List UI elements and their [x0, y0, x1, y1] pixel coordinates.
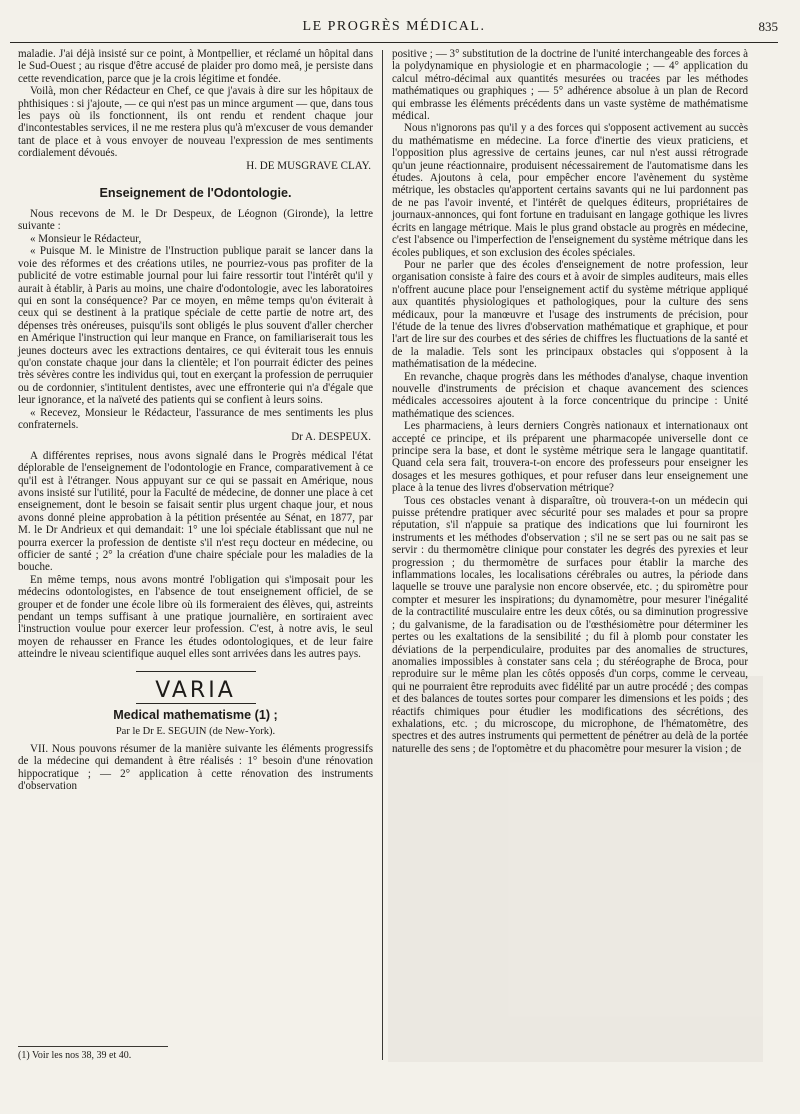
paragraph: Nous n'ignorons pas qu'il y a des forces qui s'opposent activement au succès du mathématisme en médecine. La force d'inertie des vieux praticiens, et l'opposition plus agressive de certains jeunes, car nul n'est aussi rétrograde qu'un jeune réactionnaire, produisent nécessairement de l'automatisme dans les études. Ajoutons à cela, pour empêcher encore l'avènement du système métrique, les obstacles qu'apportent certains savants qui ne lui pardonnent pas de ne pas l'avoir inventé, et l'intérêt de quelques éditeurs, propriétaires de journaux-annonces, qui font fortune en traduisant en langage gothique les livres écrits en langage métrique. Mais le plus grand obstacle au progrès en médecine, c'est l'absence ou l'imperfection de l'enseignement du système métrique dans les écoles publiques, et son exclusion des écoles spéciales.	[392, 122, 748, 259]
byline: Par le Dr E. SEGUIN (de New-York).	[115, 725, 276, 737]
signature: Dr A. DESPEUX.	[291, 431, 371, 444]
section-heading-varia: VARIA	[155, 677, 236, 703]
paragraph: A différentes reprises, nous avons signalé dans le Progrès médical l'état déplorable de l'enseignement de l'odontologie en France, comparativement à ce qu'il est à l'étranger. Nous appuyant sur ce qui se passait en Amérique, nous avons insisté sur l'utilité, pour la Faculté de médecine, de donner une place à cet enseignement, dont le besoin se faisait sentir plus urgent chaque jour, et nous avons donné pleine approbation à la pétition présentée au Sénat, en 1877, par M. le Dr Andrieux et qui demandait: 1° une loi spéciale établissant que nul ne pourra exercer la profession de dentiste s'il n'est reçu docteur en médecine, ou officier de santé ; 2° la création d'une chaire spéciale pour les maladies de la bouche.	[18, 449, 373, 574]
paragraph: En même temps, nous avons montré l'obligation qui s'imposait pour les médecins odontologistes, en l'absence de tout enseignement officiel, de se grouper et de fonder une école libre où ils formeraient des élèves, qui, astreints pendant un temps suffisant à une pratique journalière, en sortiraient avec l'instruction voulue pour exercer leur profession. C'est, à notre avis, le seul moyen de rehausser en France les études odontologiques, et de leur faire atteindre le niveau scientifique auquel elles sont arrivées dans les autres pays.	[18, 573, 373, 661]
paragraph: positive ; — 3° substitution de la doctrine de l'unité interchangeable des forces à la polydynamique en physiologie et en pharmacologie ; — 4° application du calcul métro-décimal aux quantités mesurées ou tracées par les méthodes mathématiques ou graphiques ; — 5° adhérence absolue à un plan de Record qui embrasse les éléments précédents dans un vaste système de mathématisme médical.	[392, 48, 748, 123]
paragraph: En revanche, chaque progrès dans les méthodes d'analyse, chaque invention nouvelle d'instruments de précision et chaque avancement des sciences médicales accessoires ajoutent à la force concentrique du principe : Unité mathématique des sciences.	[392, 370, 748, 420]
paragraph: Tous ces obstacles venant à disparaître, où trouvera-t-on un médecin qui puisse prétendre pratiquer avec sécurité pour ses malades et pour sa propre réputation, s'il n'appuie sa pratique des indications que lui fourniront les instruments et les méthodes d'observation ; s'il ne se sert pas ou ne sait pas se servir : du thermomètre clinique pour constater les degrés des pyrexies et leur progression ; du thermomètre de surfaces pour établir la marche des inflammations locales, les localisations cérébrales ou autres, la période dans laquelle se trouve une paralysie non encore observée, etc. ; du spiromètre pour compter et mesurer les inspirations; du dynamomètre, pour mesurer l'inégalité de la contractilité musculaire entre les deux côtés, ou sa diminution progressive ; du galvanisme, de la faradisation ou de l'œsthésiomètre pour déterminer les pertes ou les exaltations de la sensibilité ; du fil à plomb pour constater les déviations de la perpendiculaire, produites par des anomalies de structures, anomalies impossibles à constater sans cela ; du stéréographe de Broca, pour reproduire sur le même plan les côtés opposés d'un corps, comme le cerveau, qui ne pourraient être reproduits avec fidélité par un autre procédé ; des compas et des balances de toutes sortes pour comparer les dimensions et les poids ; des réactifs chimiques pour étudier les modifications des sécrétions, des exhalations, etc. ; du microscope, du microphone, de l'hématomètre, des spectres et des autres instruments qui permettent de pénétrer au delà de la portée naturelle des sens ; de l'optomètre et du phacomètre pour mesurer la vision ; de	[392, 494, 748, 755]
journal-title: LE PROGRÈS MÉDICAL.	[302, 19, 486, 34]
left-column	[18, 48, 373, 792]
paragraph: Pour ne parler que des écoles d'enseignement de notre profession, leur organisation consiste à faire des cours et à avoir de simples auditeurs, mais elles n'offrent aucune place pour l'enseignement actif du système métrique appliqué aux quantités physiologiques et pathologiques, pour la culture des sens médicaux, pour la manœuvre et l'usage des instruments de précision, pour l'étude de la tenue des livres d'observation mathématique et graphique, et pour l'art de lire sur des courbes et des séries de chiffres les fluctuations de la santé et de la maladie. Tels sont les principaux obstacles qui s'opposent à la mathématisation de la médecine.	[392, 258, 748, 371]
paragraph: maladie. J'ai déjà insisté sur ce point, à Montpellier, et réclamé un hôpital dans le Sud-Ouest ; au risque d'être accusé de plaider pro domo meâ, je persiste dans cette revendication, parce que je la crois légitime et fondée.	[18, 48, 373, 85]
divider	[136, 671, 256, 672]
paragraph: « Monsieur le Rédacteur,	[30, 232, 142, 245]
paragraph: « Recevez, Monsieur le Rédacteur, l'assurance de mes sentiments les plus confraternels.	[18, 406, 373, 431]
column-divider	[382, 50, 383, 1060]
paragraph: Voilà, mon cher Rédacteur en Chef, ce que j'avais à dire sur les hôpitaux de phthisiques : si j'ajoute, — ce qui n'est pas un mince argument — que, dans tous les pays où ils fonctionnent, ils ont rendu et rendent chaque jour d'incontestables services, il ne me restera plus qu'à m'excuser de vous demander tant de place et à vous envoyer de nouveau l'expression de mes sentiments cordialement dévoués.	[18, 85, 373, 160]
page-header	[10, 18, 778, 43]
section-title: Enseignement de l'Odontologie.	[99, 186, 292, 201]
footnote	[18, 1046, 373, 1061]
signature: H. DE MUSGRAVE CLAY.	[246, 159, 371, 172]
paragraph: Nous recevons de M. le Dr Despeux, de Léognon (Gironde), la lettre suivante :	[18, 208, 373, 233]
divider	[136, 703, 256, 704]
page-number: 835	[758, 19, 778, 34]
footnote-text: (1) Voir les nos 38, 39 et 40.	[18, 1050, 132, 1061]
paragraph: « Puisque M. le Ministre de l'Instruction publique parait se lancer dans la voie des réformes et des créations utiles, ne pourriez-vous pas profiter de la publicité de votre estimable journal pour lui faire ressortir tout l'intérêt qu'il y aurait à établir, à Paris au moins, une chaire d'odontologie, avec les laboratoires qui en sont la conséquence? Par ce moyen, en même temps qu'on éviterait à ceux qui se destinent à la pratique spéciale de cette partie de notre art, des dépenses très onéreuses, puisqu'ils sont obligés le plus souvent d'aller chercher en Amérique l'instruction qui leur manque en France, on familiariserait tous les jeunes docteurs avec les extractions dentaires, ce qui éviterait tous les ennuis qu'on constate chaque jour dans la clientèle; et l'on pourrait édicter des peines très sévères contre les individus qui, tout en exerçant la profession de perruquier ou de cordonnier, s'intitulent dentistes, avec une effronterie qui n'a d'égale que leur ignorance, et la naïveté des patients qui se confient à leurs soins.	[18, 245, 373, 407]
paragraph: Les pharmaciens, à leurs derniers Congrès nationaux et internationaux ont accepté ce principe, et ils préparent une pharmacopée universelle dont ce principe sera la base, et dont le système métrique sera le langage quantitatif. Quand cela sera fait, trouvera-t-on encore des professeurs pour enseigner les dosages et les mesures gothiques, et pour refuser dans leur enseignement une place à la tenue des livres d'observation métrique?	[392, 420, 748, 495]
footnote-rule	[18, 1046, 168, 1047]
right-column	[392, 48, 748, 755]
paragraph: VII. Nous pouvons résumer de la manière suivante les éléments progressifs de la médecine qui demandent à être réalisés : 1° besoin d'une rénovation hippocratique ; — 2° application à cette rénovation des instruments d'observation	[18, 742, 373, 792]
article-title: Medical mathematisme (1) ;	[113, 707, 278, 722]
